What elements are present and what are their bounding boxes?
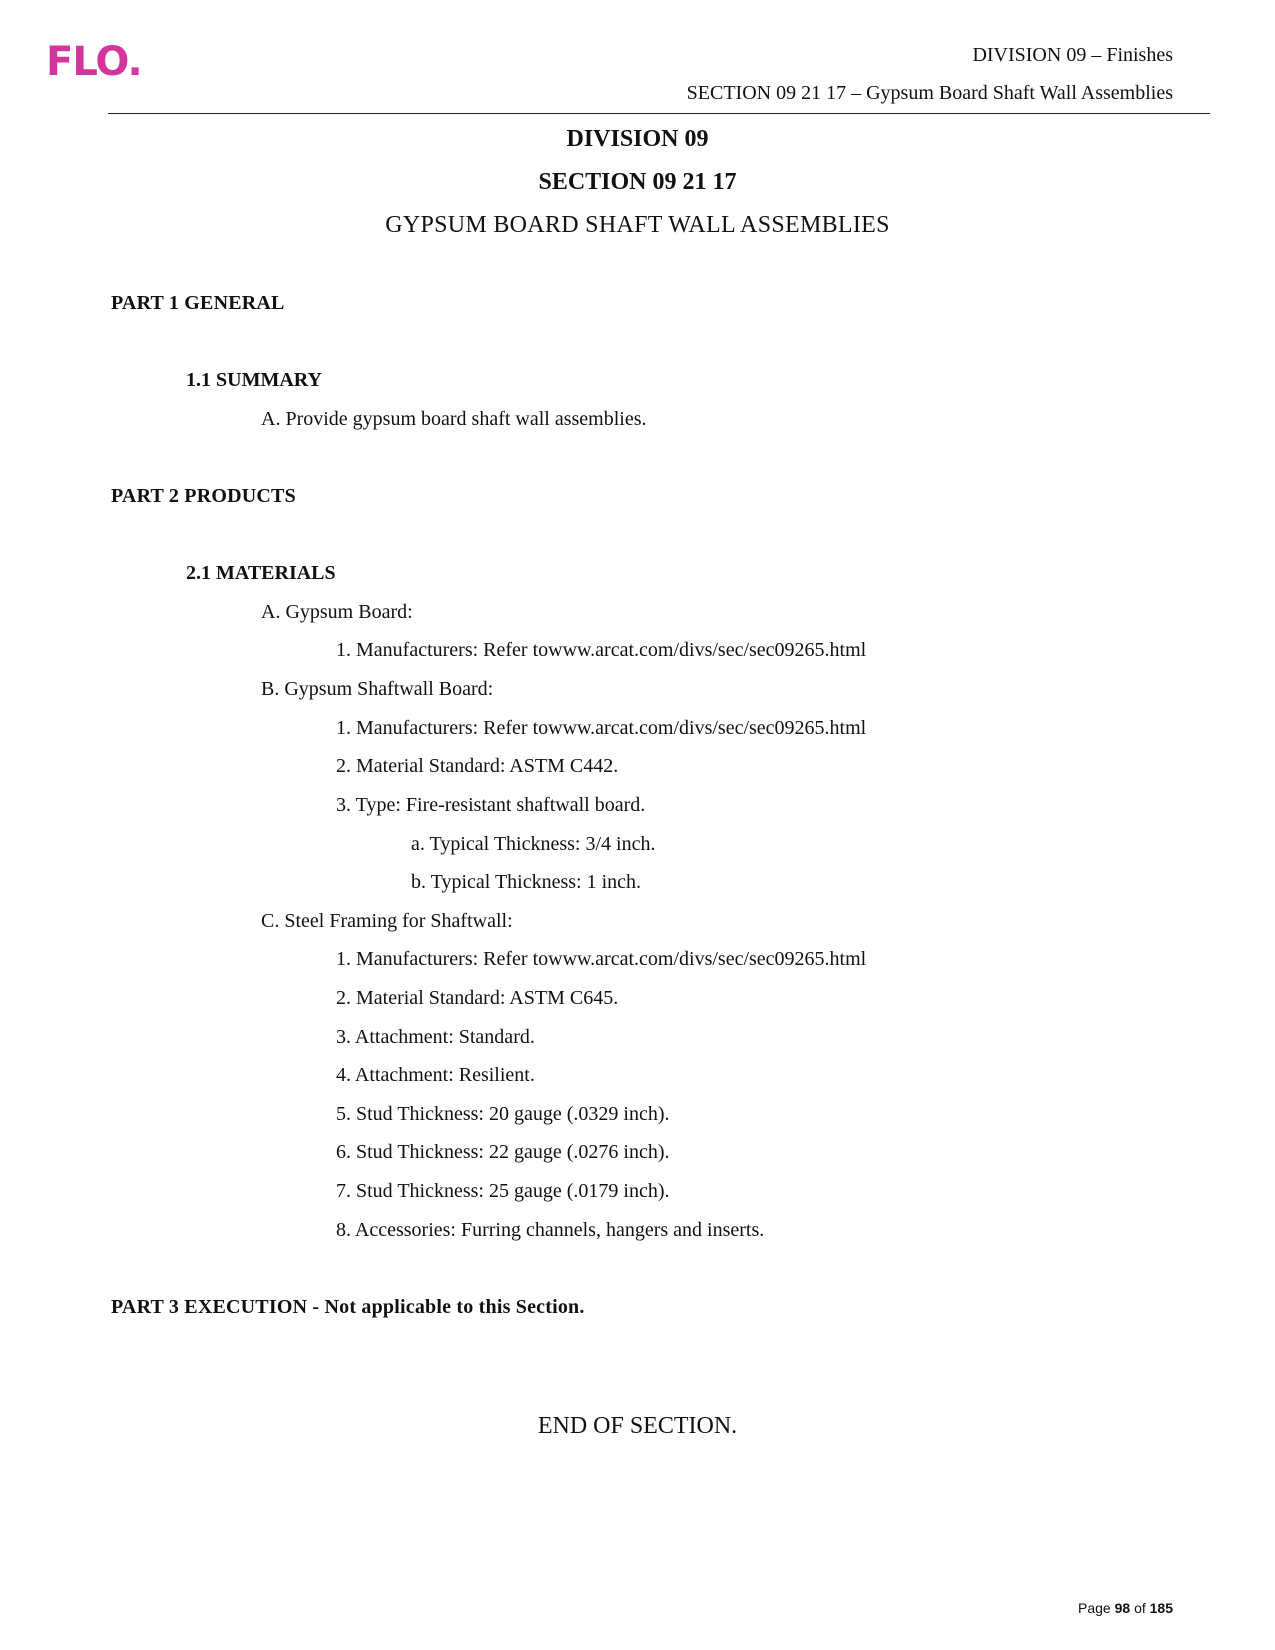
part2-heading: PART 2 PRODUCTS — [111, 485, 296, 507]
logo: FLO. — [46, 39, 142, 85]
header-rule — [108, 113, 1210, 114]
page-total: 185 — [1149, 1600, 1173, 1616]
list-item: 2. Material Standard: ASTM C442. — [336, 755, 619, 777]
title-name: GYPSUM BOARD SHAFT WALL ASSEMBLIES — [385, 212, 890, 238]
part1-heading: PART 1 GENERAL — [111, 292, 285, 314]
summary-item-a: A. Provide gypsum board shaft wall assemblies. — [261, 408, 647, 430]
materials-item-c: C. Steel Framing for Shaftwall: — [261, 910, 513, 932]
list-item: 1. Manufacturers: Refer towww.arcat.com/divs/sec/sec09265.html — [336, 639, 867, 661]
list-item: 6. Stud Thickness: 22 gauge (.0276 inch). — [336, 1141, 670, 1163]
page-word: Page — [1078, 1600, 1111, 1616]
header-division: DIVISION 09 – Finishes — [972, 44, 1173, 66]
list-item: 3. Attachment: Standard. — [336, 1026, 535, 1048]
list-item: 1. Manufacturers: Refer towww.arcat.com/divs/sec/sec09265.html — [336, 948, 867, 970]
of-word: of — [1134, 1600, 1146, 1616]
sub-list-item: b. Typical Thickness: 1 inch. — [411, 871, 642, 893]
list-item: 4. Attachment: Resilient. — [336, 1064, 535, 1086]
page-number — [1078, 1600, 1173, 1616]
article-1-1: 1.1 SUMMARY — [186, 369, 322, 391]
part3-heading: PART 3 EXECUTION - Not applicable to this Section. — [111, 1296, 585, 1318]
list-item: 3. Type: Fire-resistant shaftwall board. — [336, 794, 646, 816]
list-item: 5. Stud Thickness: 20 gauge (.0329 inch). — [336, 1103, 670, 1125]
sub-list-item: a. Typical Thickness: 3/4 inch. — [411, 833, 656, 855]
list-item: 1. Manufacturers: Refer towww.arcat.com/divs/sec/sec09265.html — [336, 717, 867, 739]
title-section: SECTION 09 21 17 — [538, 169, 737, 195]
materials-item-b: B. Gypsum Shaftwall Board: — [261, 678, 494, 700]
end-of-section: END OF SECTION. — [537, 1413, 738, 1439]
list-item: 8. Accessories: Furring channels, hangers and inserts. — [336, 1219, 765, 1241]
list-item: 2. Material Standard: ASTM C645. — [336, 987, 619, 1009]
materials-item-a: A. Gypsum Board: — [261, 601, 413, 623]
title-division: DIVISION 09 — [566, 126, 709, 152]
page-current: 98 — [1114, 1600, 1131, 1616]
article-2-1: 2.1 MATERIALS — [186, 562, 336, 584]
list-item: 7. Stud Thickness: 25 gauge (.0179 inch). — [336, 1180, 670, 1202]
header-section: SECTION 09 21 17 – Gypsum Board Shaft Wall Assemblies — [686, 82, 1173, 104]
